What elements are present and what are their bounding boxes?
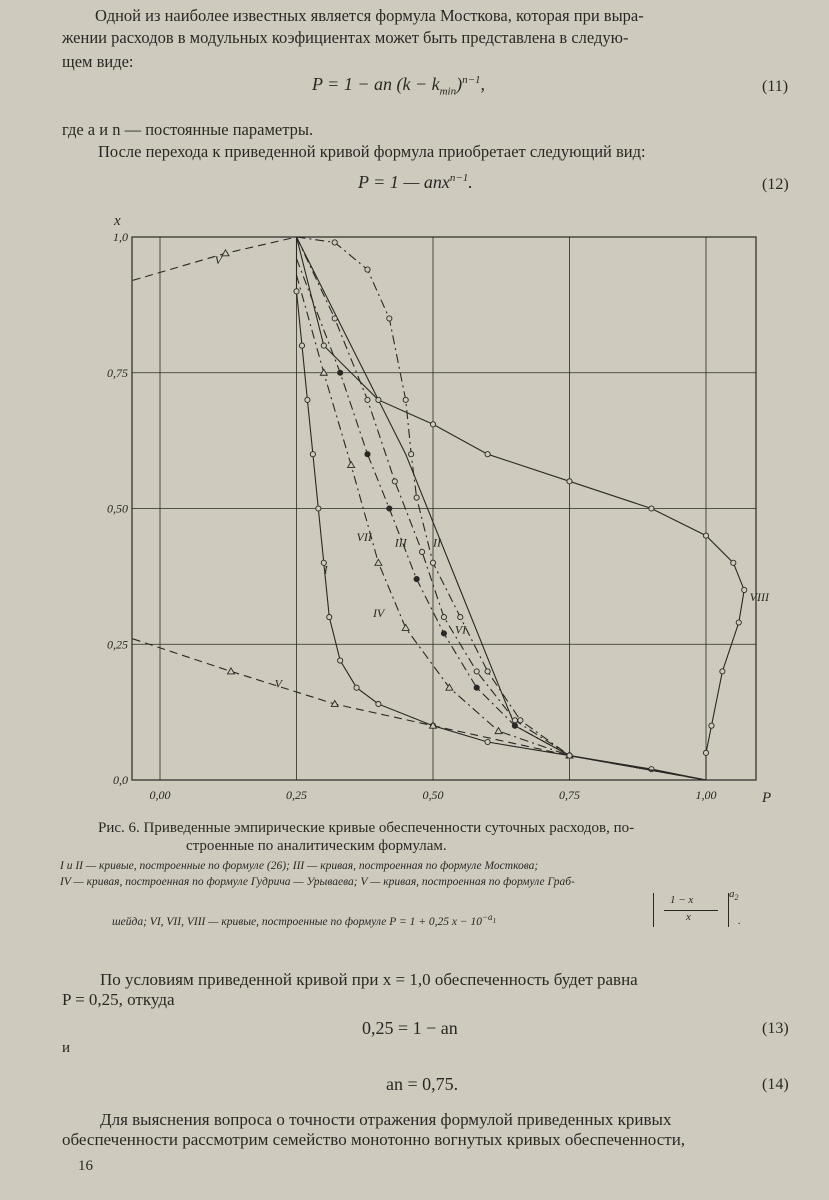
data-point-IV — [320, 369, 327, 375]
curve-label: III — [394, 535, 407, 550]
data-point-III — [387, 506, 392, 511]
data-point-VII — [365, 267, 370, 272]
data-point-VII — [403, 397, 408, 402]
data-point-VII — [332, 240, 337, 245]
data-point-VIII — [430, 422, 435, 427]
data-point-I — [316, 506, 321, 511]
curve-label: VII — [356, 530, 372, 545]
where-line: где a и n — постоянные параметры. — [62, 120, 314, 139]
equation-number-13: (13) — [762, 1020, 789, 1037]
curve-label: V — [274, 676, 283, 691]
data-point-VI — [474, 669, 479, 674]
data-point-IV — [402, 624, 409, 630]
paragraph-2: После перехода к приведенной кривой формула приобретает следующий вид: — [98, 142, 646, 161]
conjunction-and: и — [62, 1040, 71, 1056]
equation-number-14: (14) — [762, 1076, 789, 1093]
y-tick-label: 0,75 — [107, 365, 128, 380]
data-point-VI — [332, 316, 337, 321]
figure-caption-line-2: строенные по аналитическим формулам. — [186, 838, 447, 854]
data-point-VIII — [321, 343, 326, 348]
x-tick-label: 0,75 — [559, 788, 580, 802]
paragraph-1-line-2: жении расходов в модульных коэфициентах может быть представлена в следую- — [62, 28, 629, 47]
data-point-III — [512, 723, 517, 728]
note-exponent-sub: 1 — [492, 916, 497, 925]
x-axis-label: P — [762, 790, 772, 806]
data-point-VIII — [736, 620, 741, 625]
formula-11-sub: min — [439, 85, 457, 98]
paragraph-3-line-2: P = 0,25, откуда — [62, 990, 175, 1009]
note-fraction-numerator: 1 − x — [670, 894, 694, 906]
note-exponent — [481, 912, 497, 925]
note-formula-text: шейда; VI, VII, VIII — кривые, построенные по формуле P = 1 + 0,25 x − 10 — [112, 915, 482, 928]
curve-label: V — [214, 253, 222, 268]
data-point-VIII — [731, 560, 736, 565]
data-point-VII — [414, 495, 419, 500]
x-tick-label: 0,00 — [149, 788, 171, 802]
data-point-III — [474, 685, 479, 690]
formula-12 — [358, 172, 473, 193]
curve-label: I — [323, 562, 328, 577]
data-point-IV — [495, 728, 502, 734]
data-point-I — [327, 615, 332, 620]
data-point-VI — [512, 718, 517, 723]
data-point-VIII — [649, 506, 654, 511]
data-point-I — [310, 452, 315, 457]
paragraph-3-line-1: По условиям приведенной кривой при x = 1,0 обеспеченность будет равна — [100, 970, 638, 989]
formula-11 — [312, 74, 485, 98]
series-line-IV — [297, 275, 707, 780]
y-tick-label: 0,50 — [107, 501, 128, 516]
data-point-VIII — [742, 587, 747, 592]
data-point-VII — [485, 669, 490, 674]
data-point-III — [338, 370, 343, 375]
data-point-VI — [441, 615, 446, 620]
formula-11-tail: ) — [456, 74, 463, 94]
figure-note-line-3 — [112, 912, 496, 928]
note-power-sub: 2 — [734, 893, 739, 903]
formula-12-dot: . — [468, 172, 473, 192]
data-point-V — [222, 250, 229, 256]
formula-12-main: P = 1 — anx — [358, 172, 450, 192]
data-point-I — [305, 397, 310, 402]
note-fraction-denominator: x — [686, 911, 691, 923]
data-point-VI — [392, 479, 397, 484]
curve-label: VIII — [749, 589, 770, 604]
paragraph-4-line-2: обеспеченности рассмотрим семейство монотонно вогнутых кривых обеспеченности, — [62, 1130, 686, 1149]
data-point-VI — [365, 397, 370, 402]
data-point-III — [365, 452, 370, 457]
note-bracket — [653, 893, 729, 927]
x-tick-label: 0,25 — [286, 788, 307, 802]
y-tick-label: 1,0 — [113, 230, 128, 244]
data-point-VIII — [703, 750, 708, 755]
formula-11-dot: , — [480, 74, 486, 94]
data-point-VI — [419, 549, 424, 554]
data-point-VIII — [567, 479, 572, 484]
equation-number-12: (12) — [762, 176, 789, 193]
data-point-VII — [458, 615, 463, 620]
data-point-III — [414, 576, 419, 581]
data-point-I — [485, 739, 490, 744]
page-number: 16 — [78, 1158, 93, 1174]
data-point-I — [376, 701, 381, 706]
data-point-VII — [430, 560, 435, 565]
curve-label: II — [433, 535, 441, 550]
paragraph-4-line-1: Для выяснения вопроса о точности отражения формулой приведенных кривых — [100, 1110, 672, 1129]
data-point-VIII — [720, 669, 725, 674]
note-power — [729, 888, 739, 902]
formula-11-sup: n−1 — [462, 74, 481, 86]
note-fraction-bar — [664, 910, 718, 911]
data-point-VIII — [376, 397, 381, 402]
curve-label: VI — [454, 622, 467, 637]
figure-6-chart — [100, 205, 800, 815]
data-point-I — [338, 658, 343, 663]
data-point-III — [441, 631, 446, 636]
y-tick-label: 0,0 — [113, 773, 128, 787]
data-point-VII — [409, 452, 414, 457]
data-point-VIII — [709, 723, 714, 728]
figure-caption-line-1: Рис. 6. Приведенные эмпирические кривые обеспеченности суточных расходов, по- — [98, 820, 635, 836]
note-power-a: a — [729, 888, 735, 900]
data-point-VII — [387, 316, 392, 321]
data-point-VII — [567, 753, 572, 758]
note-exponent-a: −a — [481, 912, 493, 922]
data-point-VIII — [485, 452, 490, 457]
formula-13: 0,25 = 1 − an — [362, 1018, 458, 1038]
paragraph-1-line-1: Одной из наиболее известных является формула Мосткова, которая при выра- — [95, 6, 644, 25]
formula-11-main: P = 1 − an (k − k — [312, 74, 440, 94]
x-tick-label: 0,50 — [422, 788, 444, 802]
x-tick-label: 1,00 — [695, 788, 717, 802]
figure-note-line-1: I и II — кривые, построенные по формуле (26); III — кривая, построенная по формуле Мосткова; — [60, 860, 539, 872]
y-axis-label: x — [114, 213, 121, 229]
data-point-VII — [518, 718, 523, 723]
data-point-I — [294, 289, 299, 294]
data-point-IV — [348, 462, 355, 468]
data-point-VIII — [703, 533, 708, 538]
figure-note-line-2: IV — кривая, построенная по формуле Гудрича — Урываева; V — кривая, построенная по формуле Граб- — [60, 876, 575, 888]
y-tick-label: 0,25 — [107, 637, 128, 652]
paragraph-1-line-3: щем виде: — [62, 52, 134, 71]
note-end-dot: . — [738, 915, 741, 927]
series-line-III — [297, 259, 707, 780]
data-point-IV — [375, 559, 382, 565]
curve-label: IV — [372, 606, 385, 621]
equation-number-11: (11) — [762, 78, 789, 95]
data-point-I — [299, 343, 304, 348]
formula-14: an = 0,75. — [386, 1074, 459, 1094]
data-point-V — [227, 668, 234, 674]
series-line-V — [133, 639, 706, 780]
formula-12-sup: n−1 — [449, 172, 469, 184]
data-point-I — [354, 685, 359, 690]
